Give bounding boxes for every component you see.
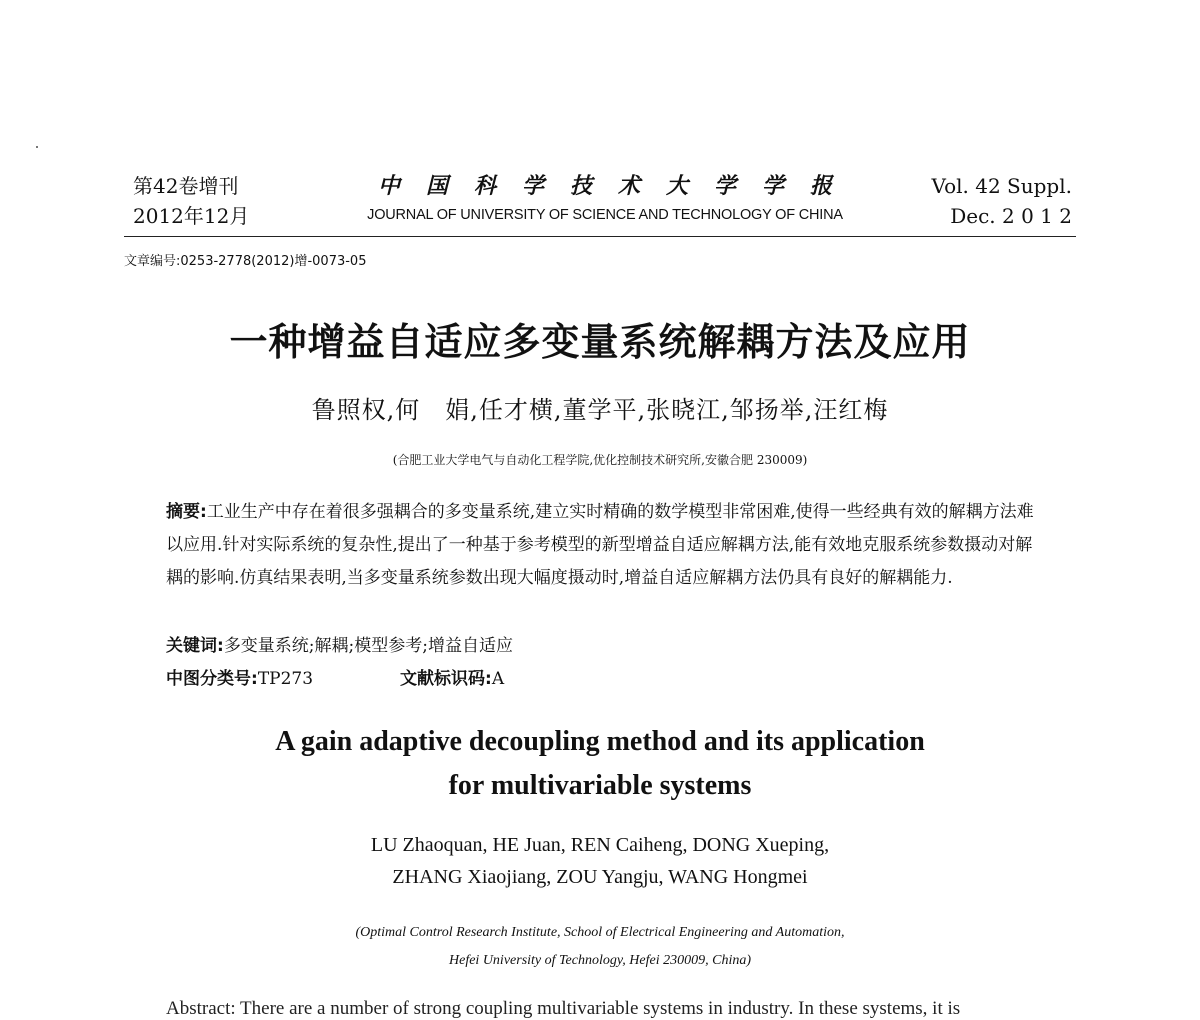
authors-en [0,829,1200,893]
affiliation-en-line1: (Optimal Control Research Institute, School of Electrical Engineering and Automation, [355,925,845,940]
affiliation-cn: (合肥工业大学电气与自动化工程学院,优化控制技术研究所,安徽合肥 230009) [392,453,808,467]
title-en-line1: A gain adaptive decoupling method and its application [275,726,925,757]
authors-cn: 鲁照权,何 娟,任才横,董学平,张晓江,邹扬举,汪红梅 [311,396,889,424]
document-code [400,664,504,689]
title-en-line2: for multivariable systems [448,770,752,801]
abstract-text: 工业生产中存在着很多强耦合的多变量系统,建立实时精确的数学模型非常困难,使得一些经典有效的解耦方法难以应用.针对实际系统的复杂性,提出了一种基于参考模型的新型增益自适应解耦方法,能有效地克服系统参数摄动对解耦的影响.仿真结果表明,当多变量系统参数出现大幅度摄动时,增益自适应解耦方法仍具有良好的解耦能力. [166,502,1034,588]
abstract-en-cutoff-text: Abstract: There are a number of strong coupling multivariable systems in industry. In these systems, it is [166,998,961,1019]
scan-speck [36,146,38,148]
header-right [931,171,1072,231]
header-left [133,171,249,231]
title-cn: 一种增益自适应多变量系统解耦方法及应用 [229,320,971,364]
document-code-label: 文献标识码: [400,669,492,689]
affiliation-en [0,919,1200,975]
abstract-cn [166,496,1036,595]
article-number: 文章编号:0253-2778(2012)增-0073-05 [124,254,367,269]
authors-en-line1: LU Zhaoquan, HE Juan, REN Caiheng, DONG Xueping, [370,834,830,856]
journal-name-cn: 中国科学技术大学学报 [377,173,858,199]
keywords-text: 多变量系统;解耦;模型参考;增益自适应 [223,636,513,656]
keywords-label: 关键词: [166,636,224,656]
date-cn: 2012年12月 [133,204,250,228]
title-en [0,720,1200,808]
journal-name-en: JOURNAL OF UNIVERSITY OF SCIENCE AND TECHNOLOGY OF CHINA [367,207,843,223]
volume-en: Vol. 42 Suppl. [931,174,1072,198]
abstract-en-cutoff [166,996,1066,1019]
abstract-label: 摘要: [166,502,207,522]
document-code-text: A [491,669,505,689]
header-rule [124,236,1076,237]
journal-header [340,171,870,229]
affiliation-en-line2: Hefei University of Technology, Hefei 230009, China) [449,953,751,968]
classification-label: 中图分类号: [166,669,258,689]
volume-cn: 第42卷增刊 [133,174,239,198]
classification [166,664,313,689]
keywords [166,631,513,656]
date-en: Dec. 2 0 1 2 [950,204,1072,228]
authors-en-line2: ZHANG Xiaojiang, ZOU Yangju, WANG Hongmei [392,866,808,888]
classification-text: TP273 [257,669,314,689]
